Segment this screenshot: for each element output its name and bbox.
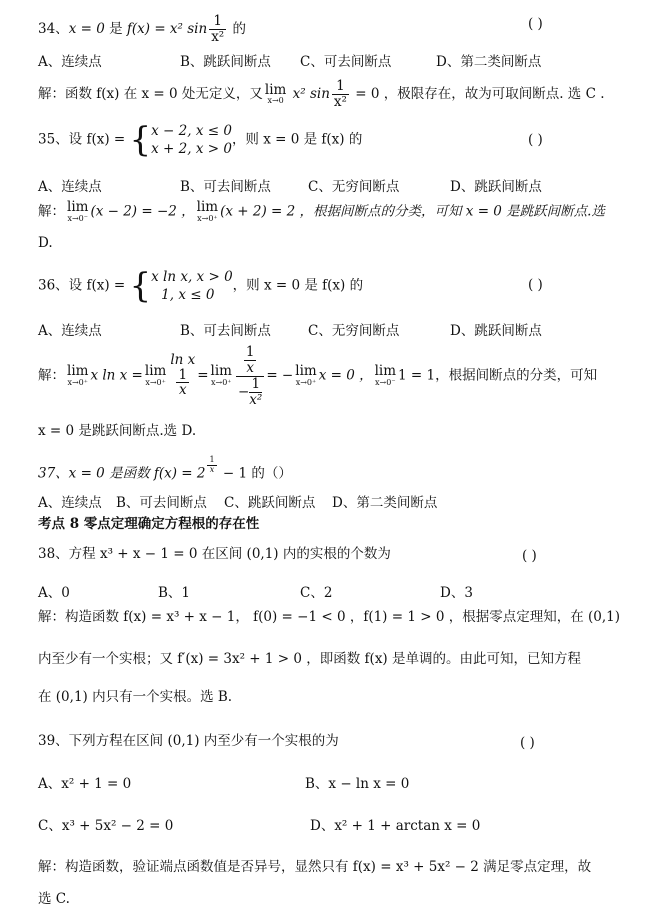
q36-solution: 解： lim x→0⁺ x ln x = lim x→0⁺ ln x $\frac{1}{x}$ = lim x→0⁺ $\frac{1}{x}$ − $\frac{1}{\text{x²}}$ = − lim x→0⁺ x = 0 ， lim x→0⁻ 1 = 1，根据间断点的分类，可知 <box>38 344 598 408</box>
q36-limit-3: lim x→0⁺ <box>210 363 232 387</box>
q39-answer-blank: ( ) <box>520 735 535 751</box>
q35-brace: { <box>129 120 152 161</box>
q38-solution-line3: 在 (0,1) 内只有一个实根。选 B. <box>38 689 233 705</box>
q34-number: 34、 <box>38 20 69 37</box>
q36-cases: x ln x, x > 0 1, x ≤ 0 <box>151 269 233 304</box>
q34-option-a: A、连续点 <box>38 54 102 70</box>
q36-option-a: A、连续点 <box>38 323 102 339</box>
q36-option-d: D、跳跃间断点 <box>450 323 542 339</box>
q37-option-d: D、第二类间断点 <box>332 495 438 511</box>
q38-option-c: C、2 <box>300 585 333 601</box>
q36-limit-1: lim x→0⁺ <box>67 363 89 387</box>
q39-option-a: A、x² + 1 = 0 <box>38 776 132 792</box>
q39-solution-line1: 解：构造函数，验证端点函数值是否异号，显然只有 f(x) = x³ + 5x² − 2 满足零点定理，故 <box>38 859 592 875</box>
q38-option-d: D、3 <box>440 585 473 601</box>
q39-stem: 39、下列方程在区间 (0,1) 内至少有一个实根的为 <box>38 733 339 749</box>
section-heading: 考点 8 零点定理确定方程根的存在性 <box>38 516 260 532</box>
q35-option-b: B、可去间断点 <box>180 179 271 195</box>
q35-limit-right: lim x→0⁺ <box>196 199 219 223</box>
q35-stem: 35、设 f(x) = { x − 2, x ≤ 0 x + 2, x > 0 ，则 x = 0 是 f(x) 的 <box>38 120 363 161</box>
q36-option-c: C、无穷间断点 <box>308 323 400 339</box>
q36-limit-2: lim x→0⁺ <box>144 363 167 387</box>
q34-answer-blank: ( ) <box>528 16 543 32</box>
q36-solution-end: x = 0 是跳跃间断点.选 D. <box>38 423 197 439</box>
q38-answer-blank: ( ) <box>522 548 537 564</box>
q35-limit-left: lim x→0⁻ <box>67 199 89 223</box>
q34-option-d: D、第二类间断点 <box>436 54 542 70</box>
q36-answer-blank: ( ) <box>528 277 543 293</box>
q34-fraction: $\frac{1}{\text{x²}}$ <box>211 13 225 45</box>
q36-stem: 36、设 f(x) = { x ln x, x > 0 1, x ≤ 0 ，则 x = 0 是 f(x) 的 <box>38 266 364 307</box>
q34-limit: lim x→0 <box>264 81 287 106</box>
q35-solution: 解： lim x→0⁻ (x − 2) = −2 ， lim x→0⁺ (x + 2) = 2 ，根据间断点的分类，可知 x = 0 是跳跃间断点.选 <box>38 199 605 223</box>
q34-option-b: B、跳跃间断点 <box>180 54 271 70</box>
q35-cases: x − 2, x ≤ 0 x + 2, x > 0 <box>151 123 232 158</box>
q37-option-c: C、跳跃间断点 <box>224 495 316 511</box>
q36-fraction-2: $\frac{1}{x}$ − $\frac{1}{\text{x²}}$ <box>237 344 263 408</box>
q35-answer-blank: ( ) <box>528 132 543 148</box>
q39-solution-line2: 选 C. <box>38 891 70 907</box>
q38-option-b: B、1 <box>158 585 191 601</box>
q35-option-d: D、跳跃间断点 <box>450 179 542 195</box>
q34-sol-fraction: $\frac{1}{\text{x²}}$ <box>333 78 347 110</box>
q37-stem: 37、x = 0 是函数 f(x) = 2 $^{\frac{1}{x}}$ − 1 的（） <box>38 455 292 482</box>
q39-option-b: B、x − ln x = 0 <box>305 776 410 792</box>
q36-option-b: B、可去间断点 <box>180 323 271 339</box>
q34-stem: 34、x = 0 是 f(x) = x² sin $\frac{1}{\text{x²}}$ 的 <box>38 13 247 45</box>
q36-fraction-1: ln x $\frac{1}{x}$ <box>170 352 196 399</box>
q38-option-a: A、0 <box>38 585 70 601</box>
q36-limit-5: lim x→0⁻ <box>374 363 397 387</box>
q39-option-d: D、x² + 1 + arctan x = 0 <box>310 818 481 834</box>
q35-solution-end: D. <box>38 235 53 251</box>
q34-option-c: C、可去间断点 <box>300 54 392 70</box>
q35-option-a: A、连续点 <box>38 179 102 195</box>
q36-brace: { <box>129 266 152 307</box>
q38-solution-line2: 内至少有一个实根；又 f′(x) = 3x² + 1 > 0 ，即函数 f(x) 是单调的。由此可知，已知方程 <box>38 651 581 667</box>
q36-limit-4: lim x→0⁺ <box>295 363 317 387</box>
q34-solution: 解：函数 f(x) 在 x = 0 处无定义，又 lim x→0 x² sin $\frac{1}{\text{x²}}$ = 0 ，极限存在，故为可取间断点. 选 C . <box>38 78 605 110</box>
q37-option-b: B、可去间断点 <box>116 495 207 511</box>
q37-option-a: A、连续点 <box>38 495 102 511</box>
q38-stem: 38、方程 x³ + x − 1 = 0 在区间 (0,1) 内的实根的个数为 <box>38 546 391 562</box>
q39-option-c: C、x³ + 5x² − 2 = 0 <box>38 818 174 834</box>
q35-option-c: C、无穷间断点 <box>308 179 400 195</box>
q38-solution-line1: 解：构造函数 f(x) = x³ + x − 1， f(0) = −1 < 0 ，f(1) = 1 > 0 ，根据零点定理知，在 (0,1) <box>38 609 620 625</box>
q37-exponent: 1 x <box>209 455 215 474</box>
